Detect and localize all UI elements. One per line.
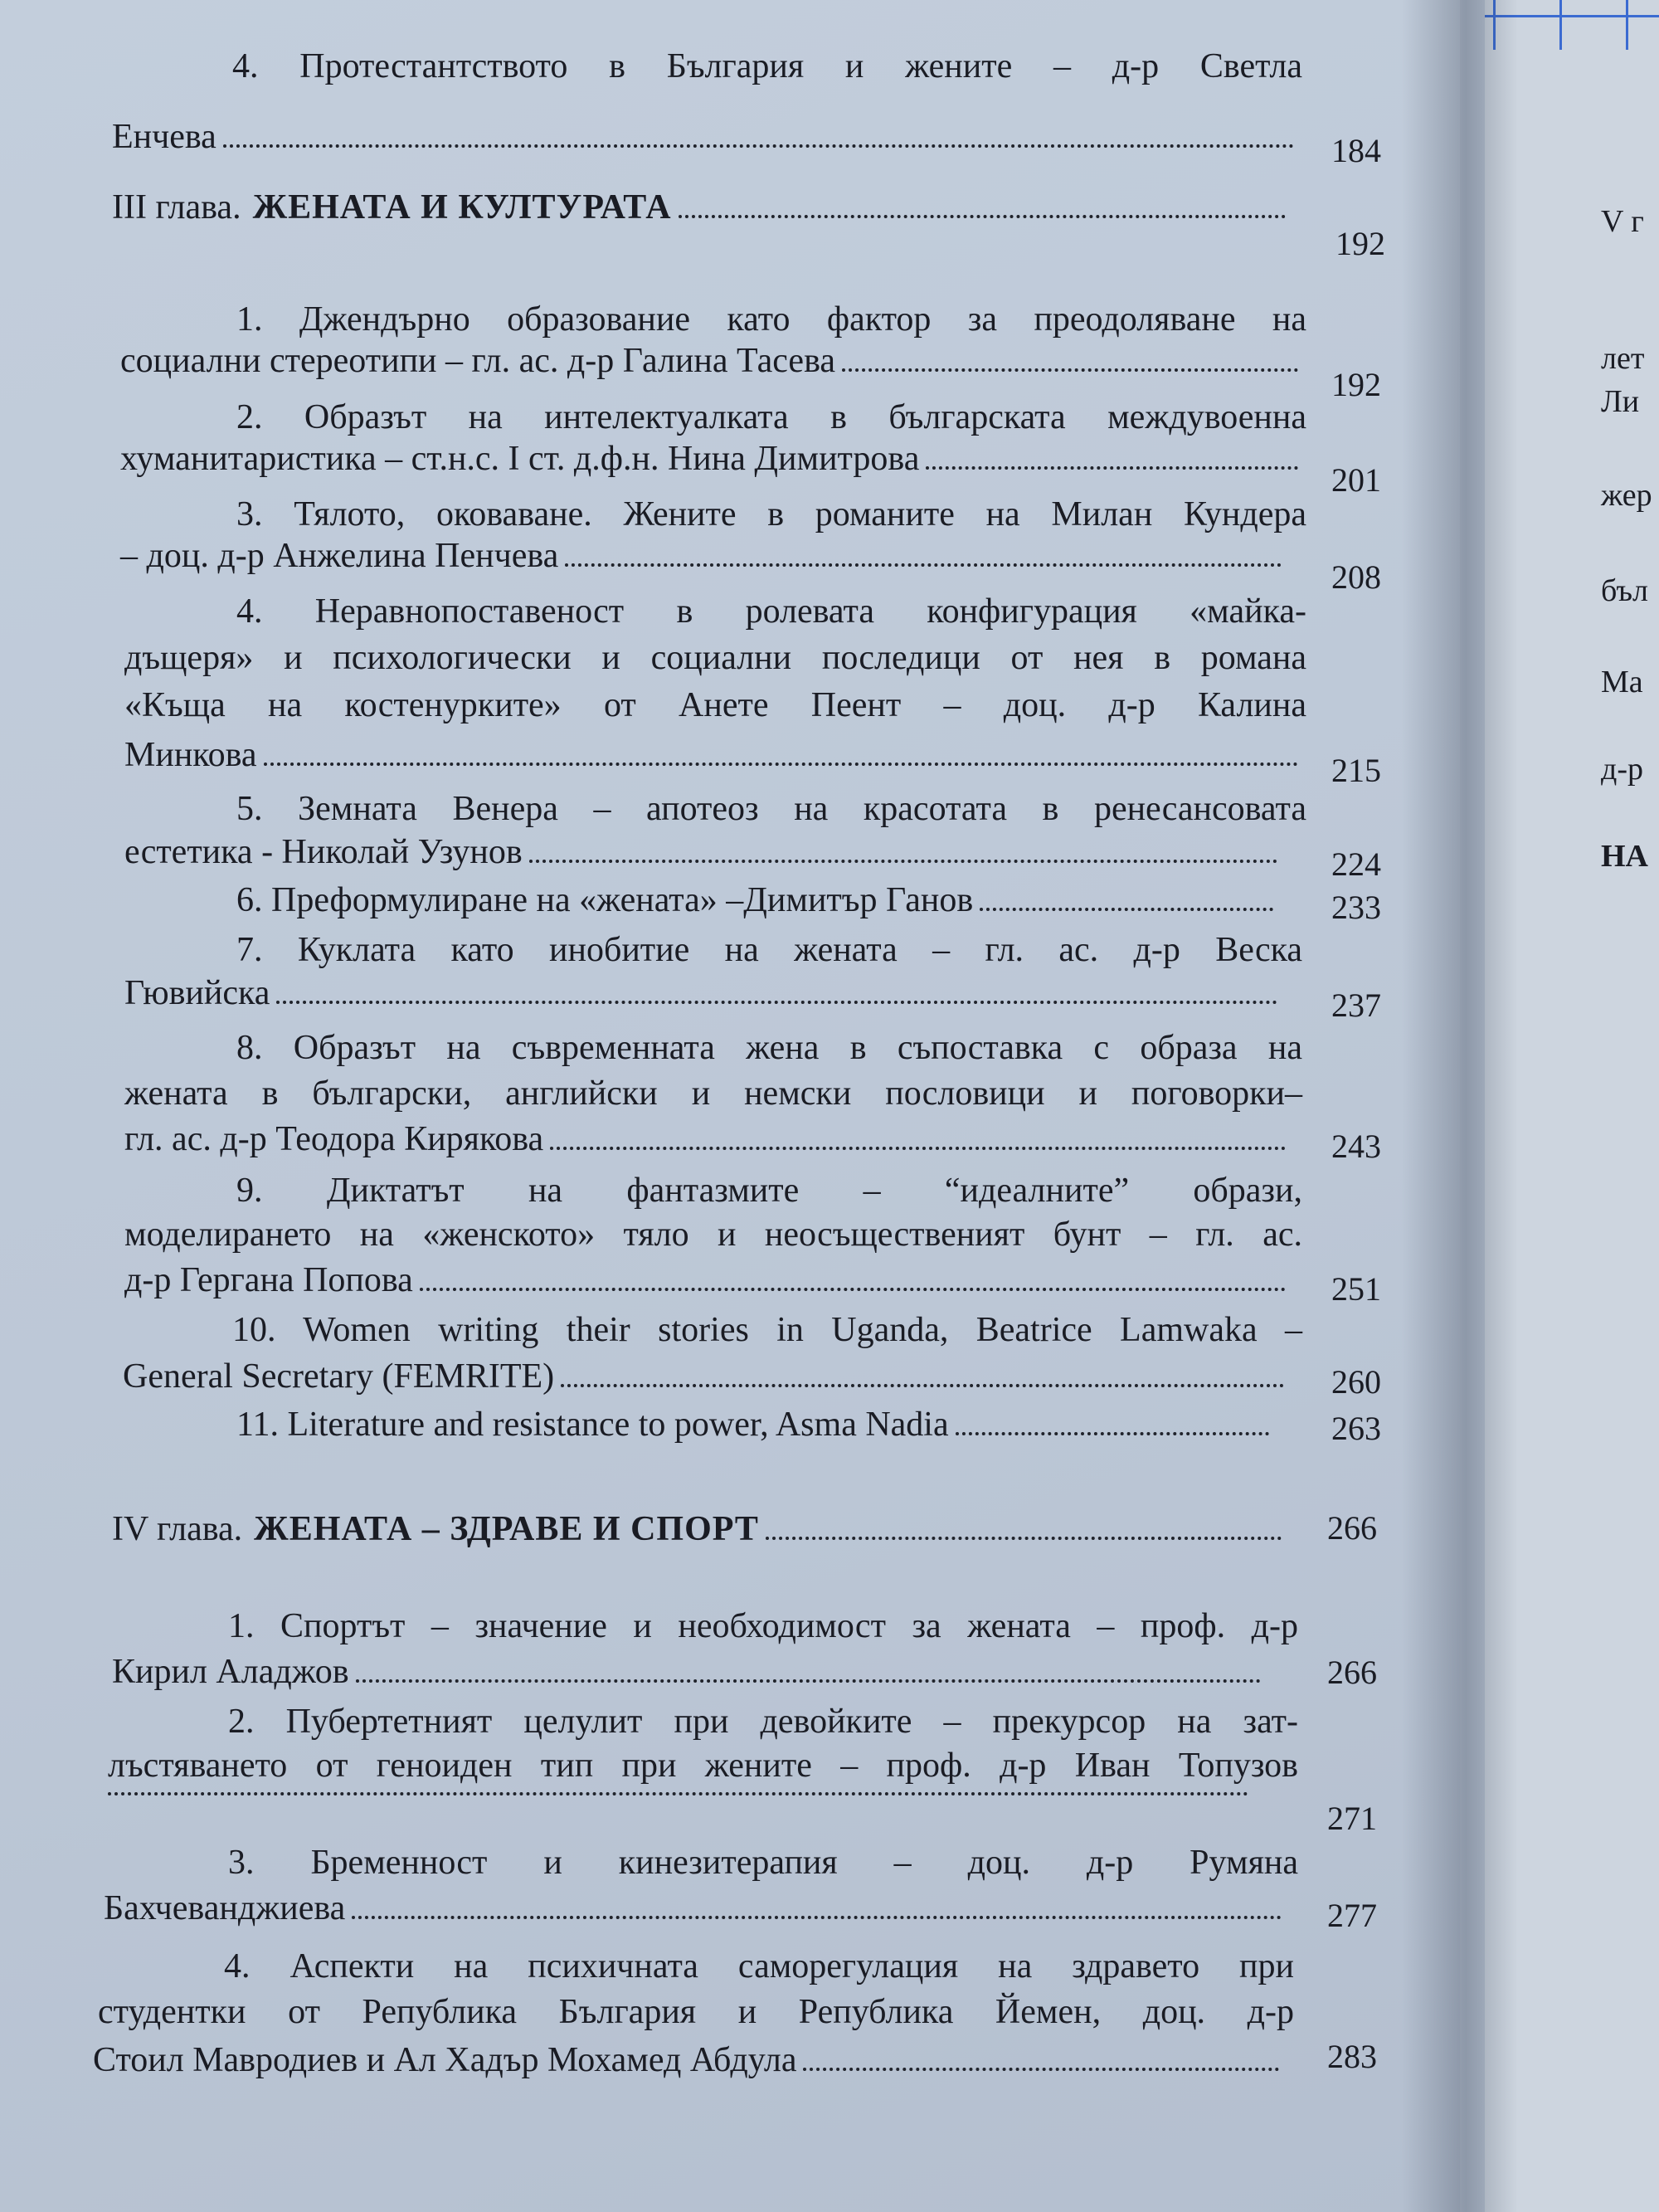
leader-dots [565,563,1282,567]
toc-entry-text: жената в български, английски и немски пословици и поговорки– [124,1074,1302,1113]
page-number: 263 [1331,1410,1381,1447]
toc-entry-line [120,535,1290,577]
toc-entry-line [93,2039,1287,2081]
toc-entry-line [236,788,1306,830]
facing-page-fragment: жер [1601,478,1652,513]
toc-entry-text: Бахчеванджиева [104,1889,346,1927]
leader-dots [276,1001,1277,1004]
toc-entry-line [124,831,1286,873]
facing-page-fragment: д-р [1601,752,1643,787]
facing-page-fragment: лет [1601,341,1645,376]
leader-dots [420,1288,1286,1291]
page-number: 251 [1331,1270,1381,1308]
toc-entry-text: 1. Спортът – значение и необходимост за жената – проф. д-р [228,1607,1298,1645]
leader-dots [561,1384,1284,1387]
toc-entry-text: – доц. д-р Анжелина Пенчева [120,537,559,575]
page-number: 266 [1327,1509,1377,1547]
toc-entry-text: General Secretary (FEMRITE) [123,1357,555,1396]
toc-entry-line [236,929,1302,971]
page-number: 201 [1331,461,1381,499]
chapter-heading [112,1508,1290,1550]
facing-page-fragment: V г [1601,204,1644,239]
leader-dots [926,466,1298,470]
page-number: 271 [1327,1800,1377,1837]
chapter-heading [112,187,1294,228]
toc-entry-line [104,1888,1290,1929]
toc-entry-line [236,591,1306,632]
toc-entry-line [228,1701,1298,1742]
leader-dots [803,2068,1279,2071]
facing-page-fragment: бъл [1601,573,1648,608]
toc-entry-line [124,1259,1294,1301]
chapter-title: ЖЕНАТА И КУЛТУРАТА [252,188,672,227]
toc-entry-text: гл. ас. д-р Теодора Кирякова [124,1120,544,1158]
toc-entry-line [236,1170,1302,1211]
toc-entry-line [232,1309,1302,1351]
leader-dots [842,368,1298,372]
page-number: 192 [1331,366,1381,403]
toc-entry-line [112,1651,1269,1693]
chapter-prefix: IV глава. [112,1510,243,1548]
page-number: 224 [1331,845,1381,883]
toc-entry-text: Гювийска [124,974,270,1012]
page-number: 243 [1331,1128,1381,1165]
toc-entry-line [124,1214,1302,1255]
toc-entry-line [124,637,1306,679]
toc-entry-text: 4. Аспекти на психичната саморегулация на здравето при [224,1947,1294,1985]
facing-page-fragment: НА [1601,839,1648,874]
toc-entry-line [98,1991,1294,2033]
toc-entry-text: 8. Образът на съвременната жена в съпоставка с образа на [236,1029,1302,1067]
grid-line [1559,0,1562,50]
toc-entry-text: Минкова [124,736,257,774]
toc-entry-text: моделирането на «женското» тяло и неосъщественият бунт – гл. ас. [124,1216,1302,1254]
toc-entry-text: 6. Преформулиране на «жената» –Димитър Ганов [236,881,974,919]
toc-entry-line [236,299,1306,340]
toc-entry-line [108,1792,1257,1802]
toc-entry-text: Стоил Мавродиев и Ал Хадър Мохамед Абдула [93,2041,797,2079]
toc-entry-text: 11. Literature and resistance to power, Asma Nadia [236,1406,949,1444]
page-number: 184 [1331,132,1381,169]
page-number: 233 [1331,889,1381,926]
toc-entry-text: 4. Неравнопоставеност в ролевата конфигурация «майка- [236,592,1306,631]
toc-entry-line [236,1404,1277,1445]
page-number: 192 [1335,225,1385,262]
toc-entry-text: естетика - Николай Узунов [124,833,523,871]
toc-entry-line [123,1356,1292,1397]
toc-entry-line [124,1073,1302,1114]
toc-entry-text: 7. Куклата като инобитие на жената – гл. ас. д-р Веска [236,931,1302,969]
leader-dots [108,1792,1248,1795]
page-number: 266 [1327,1654,1377,1691]
grid-line [1626,0,1628,50]
page-number: 277 [1327,1897,1377,1934]
page-number: 208 [1331,558,1381,596]
toc-entry-text: 1. Джендърно образование като фактор за преодоляване на [236,300,1306,339]
toc-entry-line [124,685,1306,726]
page-number: 215 [1331,752,1381,789]
leader-dots [356,1679,1261,1683]
toc-entry-line [236,397,1306,438]
leader-dots [766,1537,1282,1540]
facing-page-fragment: Ли [1601,384,1640,419]
toc-entry-text: Енчева [112,118,216,156]
page-number: 283 [1327,2038,1377,2075]
toc-entry-text: 3. Бременност и кинезитерапия – доц. д-р Румяна [228,1844,1298,1882]
toc-entry-text: 10. Women writing their stories in Uganda, Beatrice Lamwaka – [232,1311,1302,1349]
leader-dots [980,908,1273,911]
toc-entry-line [236,1027,1302,1069]
toc-entry-line [236,879,1282,921]
toc-entry-line [224,1946,1294,1987]
toc-entry-line [228,1842,1298,1883]
toc-entry-text: 5. Земната Венера – апотеоз на красотата в ренесансовата [236,790,1306,828]
toc-entry-text: 2. Пубертетният целулит при девойките – прекурсор на зат- [228,1703,1298,1741]
toc-entry-line [124,1118,1294,1160]
toc-entry-text: лъстяването от геноиден тип при жените – проф. д-р Иван Топузов [108,1747,1298,1785]
toc-entry-line [120,438,1306,480]
leader-dots [679,215,1286,218]
toc-entry-line [120,340,1306,382]
toc-entry-text: студентки от Република България и Република Йемен, доц. д-р [98,1993,1294,2031]
toc-entry-text: Кирил Аладжов [112,1653,349,1691]
leader-dots [223,144,1294,148]
page-number: 237 [1331,987,1381,1024]
toc-entry-text: 3. Тялото, оковаване. Жените в романите на Милан Кундера [236,495,1306,534]
facing-page-fragment: Ма [1601,665,1643,699]
toc-entry-text: 4. Протестантството в България и жените – д-р Светла [232,47,1302,85]
toc-entry-text: д-р Гергана Попова [124,1261,413,1299]
toc-entry-line [236,494,1306,535]
leader-dots [264,763,1299,766]
toc-entry-line [228,1605,1298,1647]
page-number: 260 [1331,1363,1381,1401]
leader-dots [352,1916,1282,1919]
toc-entry-text: «Къща на костенурките» от Анете Пеент – доц. д-р Калина [124,686,1306,724]
toc-entry-text: 9. Диктатът на фантазмите – “идеалните” образи, [236,1172,1302,1210]
toc-entry-line [124,972,1286,1014]
leader-dots [529,860,1277,863]
toc-entry-text: социални стереотипи – гл. ас. д-р Галина Тасева [120,342,835,380]
leader-dots [550,1147,1286,1150]
toc-entry-line [232,46,1302,87]
toc-entry-text: хуманитаристика – ст.н.с. I ст. д.ф.н. Нина Димитрова [120,440,920,478]
toc-entry-line [124,734,1306,776]
toc-entry-text: 2. Образът на интелектуалката в българската междувоенна [236,398,1306,436]
toc-entry-text: дъщеря» и психологически и социални последици от нея в романа [124,639,1306,677]
toc-entry-line [108,1745,1298,1786]
chapter-title: ЖЕНАТА – ЗДРАВЕ И СПОРТ [254,1510,759,1548]
chapter-prefix: III глава. [112,188,241,227]
toc-entry-line [112,116,1302,158]
leader-dots [956,1432,1269,1435]
